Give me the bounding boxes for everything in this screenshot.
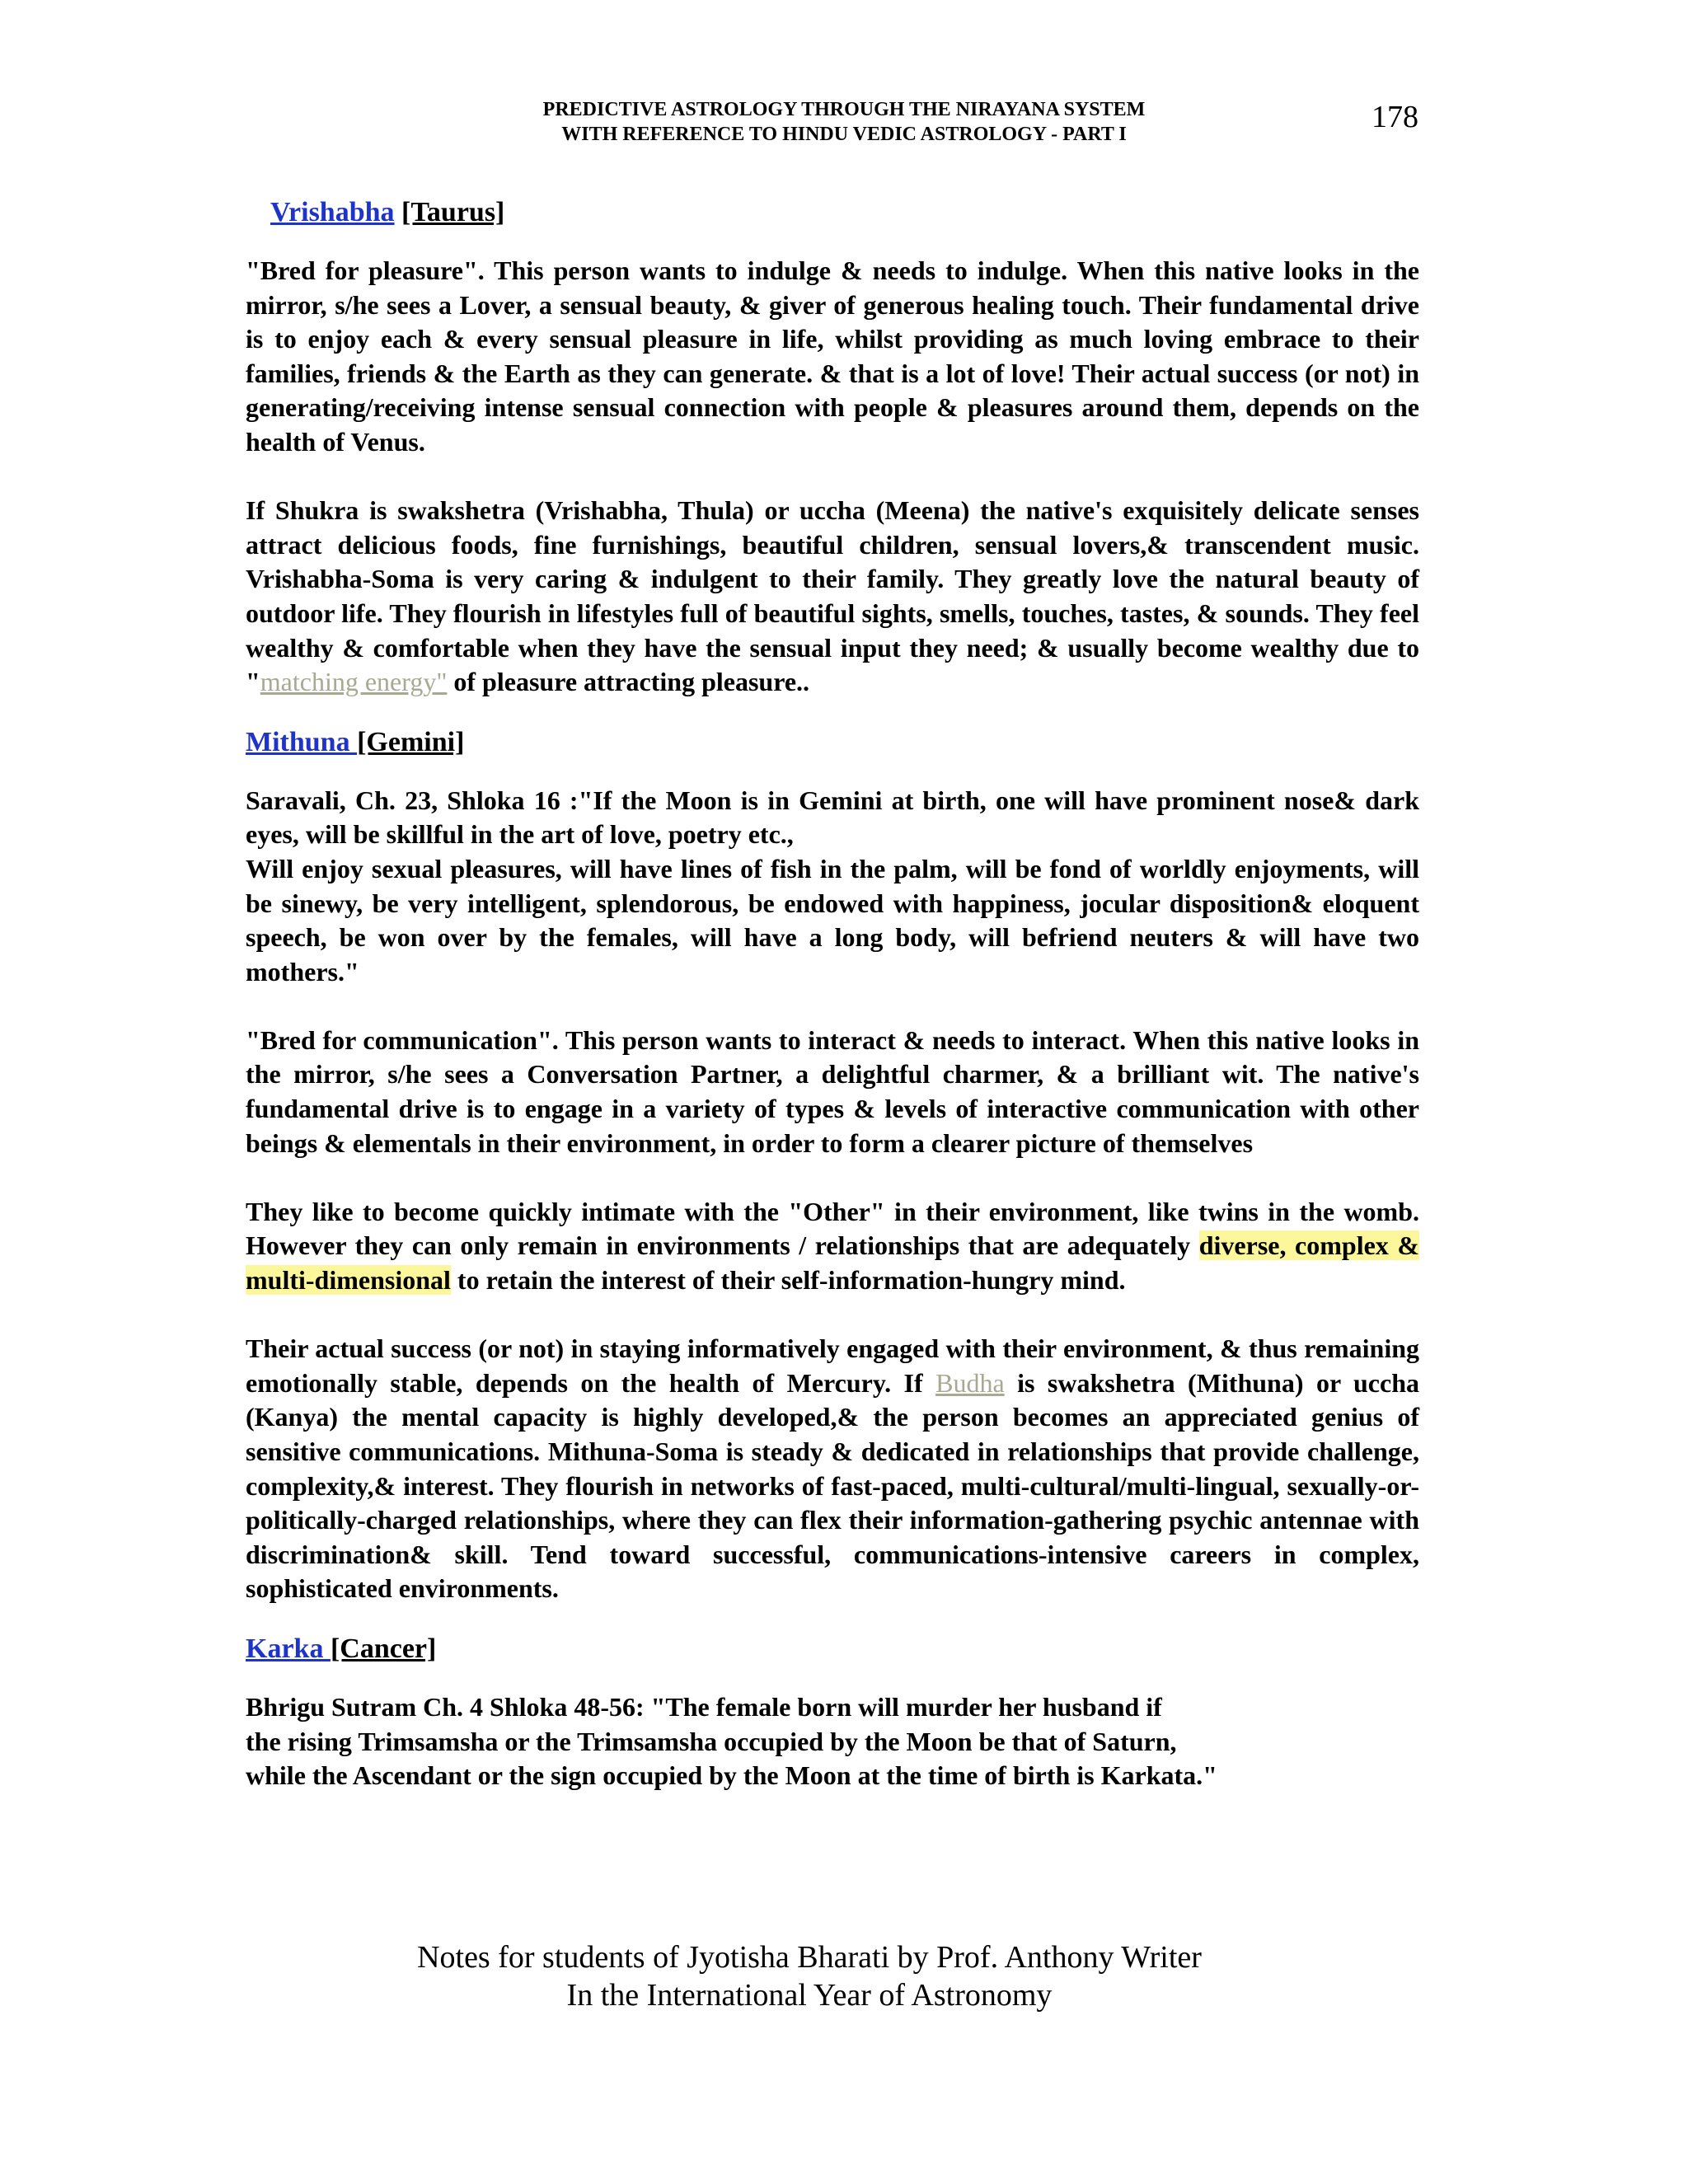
heading-vrishabha xyxy=(246,194,1419,231)
vrishabha-paragraph-1: "Bred for pleasure". This person wants to indulge & needs to indulge. When this native looks in the mirror, s/he sees a Lover, a sensual beauty, & giver of generous healing touch. Their fundamental drive is to enjoy each & every sensual pleasure in life, whilst providing as much loving embrace to their families, friends & the Earth as they can generate. & that is a lot of love! Their actual success (or not) in generating/receiving intense sensual connection with people & pleasures around them, depends on the health of Venus. xyxy=(246,255,1419,457)
mithuna-paragraph-3 xyxy=(246,1332,1419,1606)
footer-line-1: Notes for students of Jyotisha Bharati by Prof. Anthony Writer xyxy=(417,1940,1202,1975)
bhrigu-line-1: Bhrigu Sutram Ch. 4 Shloka 48-56: "The female born will murder her husband if xyxy=(246,1691,1162,1722)
saravali-quote-line-2: Will enjoy sexual pleasures, will have lines of fish in the palm, will be fond of worldly enjoyments, will be sinewy, be very intelligent, splendorous, be endowed with happiness, jocular disposition& eloquent speech, be won over by the females, will have a long body, will befriend neuters & will have two mothers." xyxy=(246,853,1419,987)
mithuna-link[interactable]: Mithuna xyxy=(246,726,358,757)
bhrigu-line-2: the rising Trimsamsha or the Trimsamsha occupied by the Moon be that of Saturn, xyxy=(246,1726,1177,1756)
saravali-quote-line-1: Saravali, Ch. 23, Shloka 16 :"If the Moon is in Gemini at birth, one will have prominent nose& dark eyes, will be skillful in the art of love, poetry etc., xyxy=(246,785,1419,850)
mithuna-label: [Gemini] xyxy=(357,726,465,757)
header-line-2: WITH REFERENCE TO HINDU VEDIC ASTROLOGY - PART I xyxy=(561,124,1127,145)
highlighted-phrase: diverse, complex & multi-dimensional xyxy=(246,1230,1420,1296)
heading-mithuna xyxy=(246,724,1419,761)
karka-label: [Cancer] xyxy=(330,1633,437,1664)
page-footer xyxy=(0,1938,1619,2014)
mithuna-p3-text-b: is swakshetra (Mithuna) or uccha (Kanya) the mental capacity is highly developed,& the person becomes an appreciated genius of sensitive communications. Mithuna-Soma is steady & dedicated in relationships that provide challenge, complexity,& interest. They flourish in networks of fast-paced, multi-cultural/multi-lingual, sexually-or-politically-charged relationships, where they can flex their information-gathering psychic antennae with discrimination& skill. Tend toward successful, communications-intensive careers in complex, sophisticated environments. xyxy=(246,1367,1420,1604)
page-body xyxy=(246,194,1419,1793)
vrishabha-p2-text-a: If Shukra is swakshetra (Vrishabha, Thula) or uccha (Meena) the native's exquisitely delicate senses attract delicious foods, fine furnishings, beautiful children, sensual lovers,& transcendent music. Vrishabha-Soma is very caring & indulgent to their family. They greatly love the natural beauty of outdoor life. They flourish in lifestyles full of beautiful sights, smells, touches, tastes, & sounds. They feel wealthy & comfortable when they have the sensual input they need; & usually become wealthy due to " xyxy=(246,495,1419,697)
budha-link[interactable]: Budha xyxy=(935,1367,1005,1398)
vrishabha-link[interactable]: Vrishabha xyxy=(270,197,395,227)
mithuna-paragraph-1: "Bred for communication". This person wants to interact & needs to interact. When this native looks in the mirror, s/he sees a Conversation Partner, a delightful charmer, & a brilliant wit. The native's fundamental drive is to engage in a variety of types & levels of interactive communication with other beings & elementals in their environment, in order to form a clearer picture of themselves xyxy=(246,1024,1419,1158)
bhrigu-line-3: while the Ascendant or the sign occupied by the Moon at the time of birth is Karkata." xyxy=(246,1760,1217,1791)
vrishabha-paragraph-2 xyxy=(246,494,1419,700)
matching-energy-link[interactable]: matching energy" xyxy=(260,667,448,697)
page-number: 178 xyxy=(1372,100,1418,134)
vrishabha-p2-text-b: of pleasure attracting pleasure.. xyxy=(447,667,810,697)
mithuna-p2-text-a: They like to become quickly intimate with the "Other" in their environment, like twins in the womb. However they can only remain in environments / relationships that are adequately xyxy=(246,1196,1419,1261)
heading-karka xyxy=(246,1631,1419,1667)
mithuna-p3-text-a: Their actual success (or not) in staying informatively engaged with their environment, & thus remaining emotionally stable, depends on the health of Mercury. If xyxy=(246,1333,1419,1398)
running-header xyxy=(0,97,1688,147)
mithuna-p2-text-b: to retain the interest of their self-information-hungry mind. xyxy=(450,1265,1126,1296)
footer-line-2: In the International Year of Astronomy xyxy=(566,1978,1053,2013)
karka-link[interactable]: Karka xyxy=(246,1633,331,1664)
header-line-1: PREDICTIVE ASTROLOGY THROUGH THE NIRAYANA SYSTEM xyxy=(542,99,1146,120)
mithuna-paragraph-2 xyxy=(246,1195,1419,1298)
vrishabha-label: [Taurus] xyxy=(401,197,505,227)
